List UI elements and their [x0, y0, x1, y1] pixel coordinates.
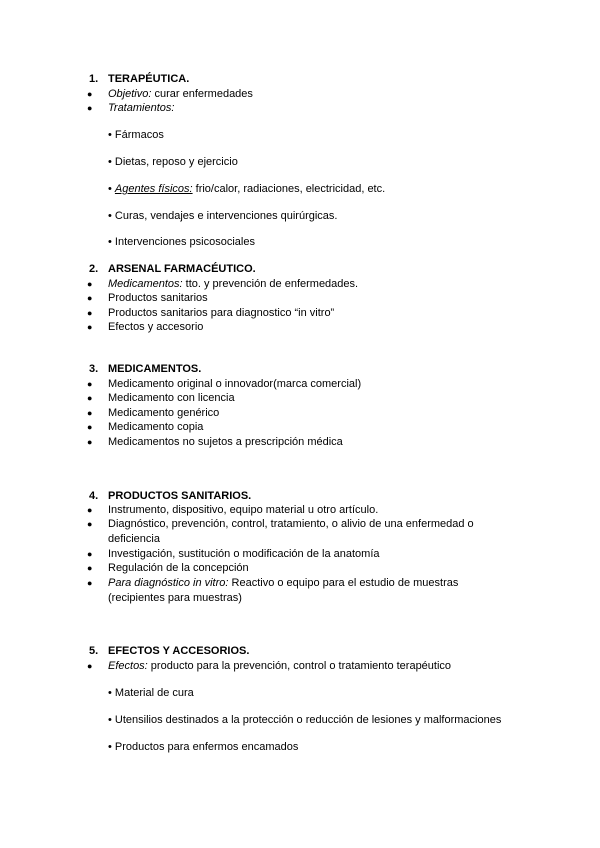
- sub-item: • Material de cura: [108, 687, 194, 699]
- bullet-icon: ●: [87, 322, 93, 332]
- bullet-icon: ●: [87, 279, 93, 289]
- bullet-icon: ●: [87, 505, 93, 515]
- bullet-icon: ●: [87, 379, 93, 389]
- bullet-icon: ●: [87, 422, 93, 432]
- list-item: ● Medicamento genérico: [87, 407, 220, 419]
- list-item: ● Medicamentos no sujetos a prescripción médica: [87, 436, 343, 448]
- list-item: ● Investigación, sustitución o modificación de la anatomía: [87, 548, 380, 560]
- list-item: ● Productos sanitarios: [87, 292, 208, 304]
- bullet-icon: ●: [87, 393, 93, 403]
- list-item: ● Diagnóstico, prevención, control, tratamiento, o alivio de una enfermedad o deficiencia: [87, 518, 474, 545]
- bullet-icon: ●: [87, 519, 93, 529]
- sub-item: • Utensilios destinados a la protección o reducción de lesiones y malformaciones: [108, 714, 502, 726]
- bullet-icon: ●: [87, 437, 93, 447]
- sub-item: • Productos para enfermos encamados: [108, 741, 299, 753]
- sub-item: • Fármacos: [108, 129, 164, 141]
- section-heading: 3. MEDICAMENTOS.: [89, 363, 202, 375]
- bullet-icon: ●: [87, 293, 93, 303]
- list-item: ● Medicamentos: tto. y prevención de enfermedades.: [87, 278, 359, 290]
- list-item: ● Efectos: producto para la prevención, control o tratamiento terapéutico: [87, 660, 452, 672]
- bullet-icon: ●: [87, 89, 93, 99]
- bullet-icon: ●: [87, 308, 93, 318]
- sub-item: • Agentes físicos: frio/calor, radiaciones, electricidad, etc.: [108, 183, 386, 195]
- list-item: ● Instrumento, dispositivo, equipo material u otro artículo.: [87, 504, 379, 516]
- section-heading: 5. EFECTOS Y ACCESORIOS.: [89, 645, 250, 657]
- bullet-icon: ●: [87, 103, 93, 113]
- list-item: ● Regulación de la concepción: [87, 562, 249, 574]
- sub-item: • Curas, vendajes e intervenciones quirúrgicas.: [108, 210, 338, 222]
- section-heading: 1. TERAPÉUTICA.: [89, 73, 190, 85]
- list-item: ● Medicamento con licencia: [87, 392, 235, 404]
- section-heading: 2. ARSENAL FARMACÉUTICO.: [89, 263, 256, 275]
- list-item: ● Tratamientos:: [87, 102, 175, 114]
- bullet-icon: ●: [87, 408, 93, 418]
- list-item: ● Medicamento original o innovador(marca comercial): [87, 378, 362, 390]
- sub-item: • Intervenciones psicosociales: [108, 236, 255, 248]
- bullet-icon: ●: [87, 578, 93, 588]
- bullet-icon: ●: [87, 661, 93, 671]
- sub-item: • Dietas, reposo y ejercicio: [108, 156, 238, 168]
- list-item: ● Efectos y accesorio: [87, 321, 204, 333]
- section-heading: 4. PRODUCTOS SANITARIOS.: [89, 490, 252, 502]
- list-item: ● Para diagnóstico in vitro: Reactivo o equipo para el estudio de muestras (recipientes para muestras): [87, 577, 459, 604]
- list-item: ● Productos sanitarios para diagnostico “in vitro”: [87, 307, 335, 319]
- bullet-icon: ●: [87, 563, 93, 573]
- list-item: ● Objetivo: curar enfermedades: [87, 88, 253, 100]
- list-item: ● Medicamento copia: [87, 421, 204, 433]
- bullet-icon: ●: [87, 549, 93, 559]
